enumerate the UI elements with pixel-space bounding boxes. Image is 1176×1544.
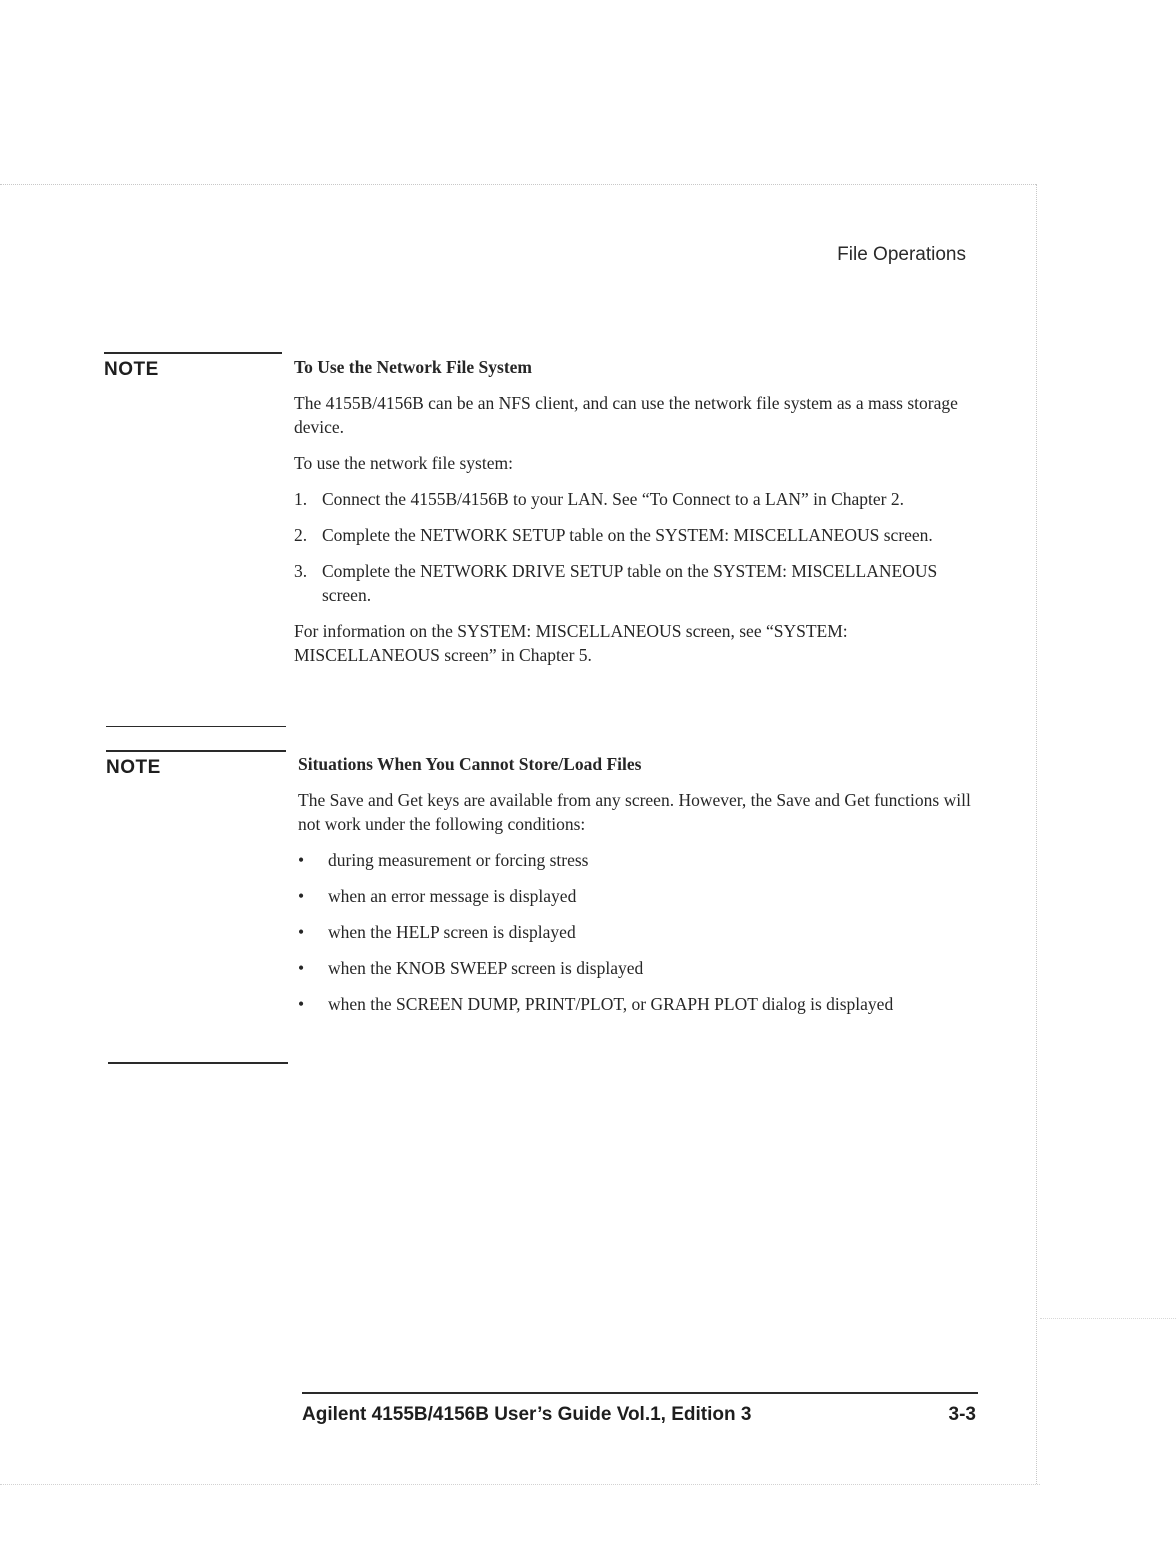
note-bottom-rule — [108, 1062, 288, 1064]
footer-rule — [302, 1392, 978, 1394]
list-item — [294, 487, 974, 511]
bullet: • — [298, 886, 305, 906]
bullet: • — [298, 994, 305, 1014]
bullet: • — [298, 958, 305, 978]
note-label: NOTE — [104, 359, 159, 380]
note-label: NOTE — [106, 757, 161, 778]
bullet: • — [298, 922, 305, 942]
page-number: 3-3 — [948, 1404, 976, 1425]
page-edge-right — [1036, 184, 1037, 1484]
note-cannot-store-load — [298, 752, 978, 1028]
step-number: 3. — [294, 561, 308, 581]
list-item — [298, 848, 978, 872]
bullet-text: during measurement or forcing stress — [328, 850, 589, 870]
paragraph: To use the network file system: — [294, 453, 513, 473]
bullet-text: when an error message is displayed — [328, 886, 577, 906]
footer-title: Agilent 4155B/4156B User’s Guide Vol.1, Edition 3 — [302, 1404, 752, 1425]
paragraph: The 4155B/4156B can be an NFS client, and can use the network file system as a mass storage device. — [294, 393, 958, 437]
page-edge-bottom — [0, 1484, 1040, 1485]
step-number: 2. — [294, 525, 308, 545]
note-top-rule — [104, 352, 282, 354]
page-edge-shadow — [1040, 1318, 1176, 1319]
steps-list — [294, 487, 974, 607]
step-number: 1. — [294, 489, 308, 509]
note-title: Situations When You Cannot Store/Load Files — [298, 754, 642, 774]
note-bottom-rule — [106, 726, 286, 727]
step-text: Complete the NETWORK DRIVE SETUP table on the SYSTEM: MISCELLANEOUS screen. — [322, 561, 938, 605]
list-item — [298, 920, 978, 944]
paragraph: For information on the SYSTEM: MISCELLANEOUS screen, see “SYSTEM: MISCELLANEOUS screen” in Chapter 5. — [294, 621, 848, 665]
list-item — [294, 523, 974, 547]
bullet-text: when the SCREEN DUMP, PRINT/PLOT, or GRAPH PLOT dialog is displayed — [328, 994, 894, 1014]
page-edge-top — [0, 184, 1036, 185]
note-title: To Use the Network File System — [294, 357, 533, 377]
list-item — [298, 992, 978, 1016]
step-text: Connect the 4155B/4156B to your LAN. See “To Connect to a LAN” in Chapter 2. — [322, 489, 905, 509]
note-network-file-system — [294, 355, 974, 679]
list-item — [298, 884, 978, 908]
step-text: Complete the NETWORK SETUP table on the SYSTEM: MISCELLANEOUS screen. — [322, 525, 933, 545]
bullet-text: when the KNOB SWEEP screen is displayed — [328, 958, 644, 978]
bullet-text: when the HELP screen is displayed — [328, 922, 576, 942]
bullet: • — [298, 850, 305, 870]
conditions-list — [298, 848, 978, 1016]
list-item — [294, 559, 974, 607]
paragraph: The Save and Get keys are available from any screen. However, the Save and Get functions will not work under the following conditions: — [298, 790, 971, 834]
list-item — [298, 956, 978, 980]
running-header: File Operations — [837, 244, 966, 265]
note-top-rule — [106, 750, 286, 752]
